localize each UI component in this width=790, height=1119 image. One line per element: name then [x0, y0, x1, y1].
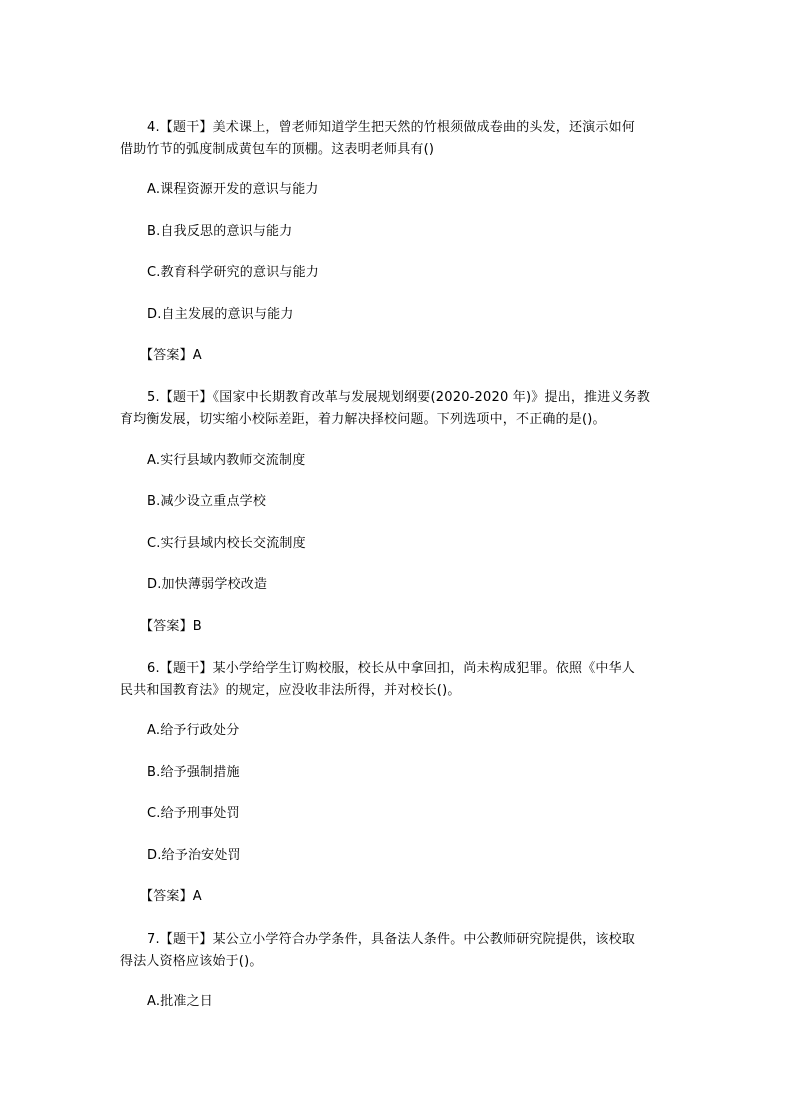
question-7-stem-line2: 得法人资格应该始于()。 [120, 954, 263, 969]
question-5-option-b: B.减少设立重点学校 [147, 494, 267, 509]
question-7-option-a: A.批准之日 [147, 994, 213, 1009]
question-4-option-a: A.课程资源开发的意识与能力 [147, 182, 319, 197]
question-6-stem-line2: 民共和国教育法》的规定，应没收非法所得，并对校长()。 [120, 683, 461, 698]
question-7-stem-line1: 7.【题干】某公立小学符合办学条件，具备法人条件。中公教师研究院提供，该校取 [147, 932, 636, 947]
question-6-stem-line1: 6.【题干】某小学给学生订购校服，校长从中拿回扣，尚未构成犯罪。依照《中华人 [147, 661, 636, 676]
question-4-stem-line2: 借助竹节的弧度制成黄包车的顶棚。这表明老师具有() [120, 142, 435, 157]
question-5-stem-line2: 育均衡发展，切实缩小校际差距，着力解决择校问题。下列选项中，不正确的是()。 [120, 412, 606, 427]
question-4-option-d: D.自主发展的意识与能力 [147, 307, 294, 322]
question-5-option-a: A.实行县域内教师交流制度 [147, 453, 306, 468]
question-6-option-a: A.给予行政处分 [147, 723, 240, 738]
question-5-answer: 【答案】B [140, 619, 202, 634]
question-4-stem-line1: 4.【题干】美术课上，曾老师知道学生把天然的竹根须做成卷曲的头发，还演示如何 [147, 120, 636, 135]
question-4-option-c: C.教育科学研究的意识与能力 [147, 265, 320, 280]
question-6-answer: 【答案】A [140, 889, 202, 904]
question-5-option-d: D.加快薄弱学校改造 [147, 577, 268, 592]
question-4-option-b: B.自我反思的意识与能力 [147, 224, 293, 239]
question-6-option-d: D.给予治安处罚 [147, 848, 241, 863]
question-5-stem-line1: 5.【题干】《国家中长期教育改革与发展规划纲要(2020-2020 年)》提出，推进义务教 [147, 390, 651, 405]
question-6-option-c: C.给予刑事处罚 [147, 806, 240, 821]
question-4-answer: 【答案】A [140, 348, 202, 363]
question-6-option-b: B.给予强制措施 [147, 765, 240, 780]
question-5-option-c: C.实行县域内校长交流制度 [147, 536, 306, 551]
